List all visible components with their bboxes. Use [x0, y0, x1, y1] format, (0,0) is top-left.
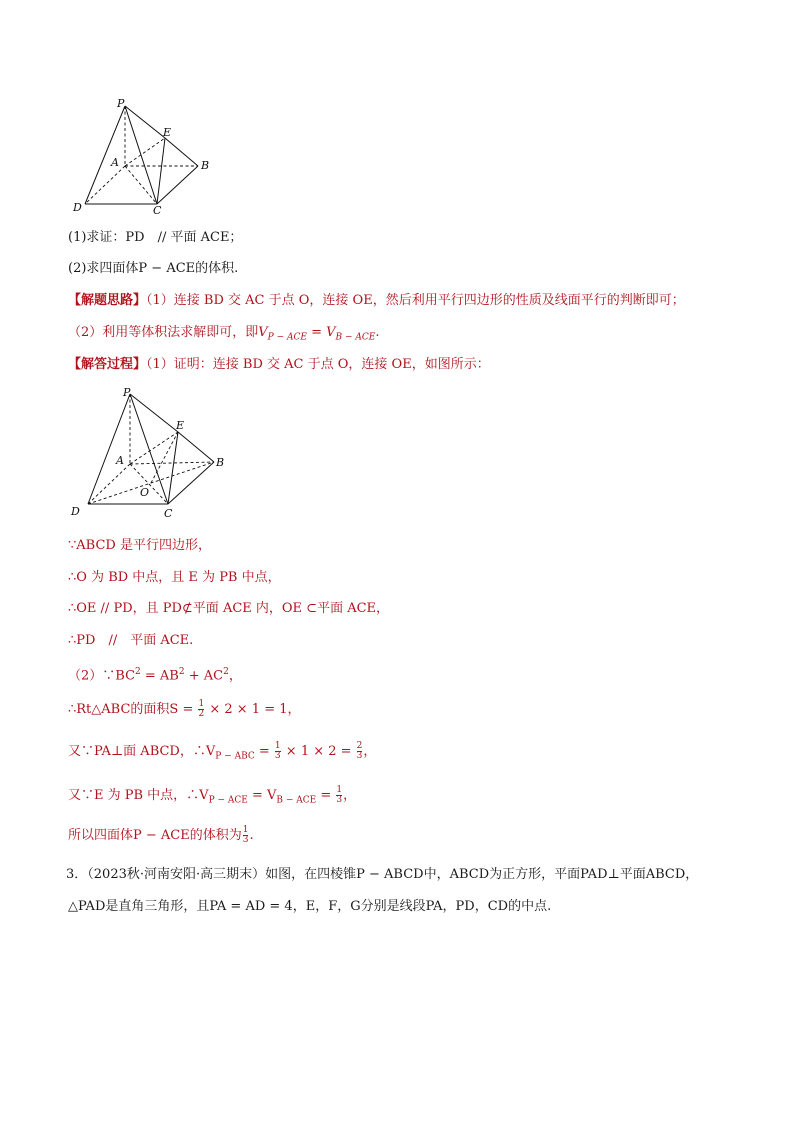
label-P: P	[123, 386, 131, 399]
label-E: E	[163, 126, 172, 139]
volume-subscript-2: B − ACE	[335, 332, 376, 343]
proof-line-5	[68, 663, 242, 685]
label-P: P	[117, 97, 125, 110]
pyramid-figure-2	[68, 384, 238, 524]
text: .	[249, 828, 254, 843]
volume-symbol: V	[258, 325, 268, 340]
volume-subscript-1: P − ACE	[267, 332, 307, 343]
solution-idea-line-2	[68, 324, 379, 347]
problem-3-line-1: 3．（2023秋·河南安阳·高三期末）如图，在四棱锥P − ABCD中，ABCD为正方形，平面PAD⊥平面ABCD，	[66, 867, 699, 882]
subscript: B − ACE	[276, 795, 317, 806]
solution-process-tag: 【解答过程】	[68, 357, 147, 372]
label-A: A	[111, 156, 119, 169]
label-O: O	[140, 486, 150, 499]
label-C: C	[153, 204, 162, 217]
denominator: 2	[198, 709, 205, 719]
text: 又∵E 为 PB 中点，∴V	[68, 788, 209, 803]
text: = AB	[140, 668, 179, 684]
pyramid-figure-1	[70, 96, 220, 221]
fraction-two-thirds	[357, 742, 363, 761]
text: + AC	[184, 668, 224, 684]
period: .	[375, 325, 380, 340]
denominator: 3	[356, 751, 363, 761]
denominator: 3	[274, 751, 281, 761]
text: =	[316, 788, 336, 803]
proof-line-1: ∵ABCD 是平行四边形，	[68, 538, 211, 553]
proof-line-7	[68, 742, 376, 766]
subscript: P − ACE	[208, 795, 248, 806]
question-2: (2)求四面体P − ACE的体积.	[68, 261, 239, 276]
exponent: 2	[135, 667, 141, 677]
subscript: P − ABC	[215, 751, 255, 762]
label-C: C	[164, 507, 173, 520]
solution-idea-line-1	[68, 292, 685, 310]
question-1: (1)求证：PD // 平面 ACE；	[68, 230, 243, 245]
proof-line-9	[68, 826, 254, 845]
text: 又∵PA⊥面 ABCD，∴V	[68, 744, 216, 759]
text: ，	[343, 788, 357, 803]
solution-process-line-1	[68, 356, 490, 374]
solution-idea-text-1: （1）连接 BD 交 AC 于点 O，连接 OE，然后利用平行四边形的性质及线面平行的判断即可；	[146, 293, 685, 308]
fraction-one-half	[198, 700, 204, 719]
proof-line-2: ∴O 为 BD 中点，且 E 为 PB 中点，	[68, 570, 281, 585]
proof-line-8	[68, 786, 356, 810]
solution-idea-tag: 【解题思路】	[68, 293, 147, 308]
text: × 1 × 2 =	[281, 744, 356, 759]
exponent: 2	[178, 667, 185, 677]
numerator: 1	[336, 785, 343, 795]
label-E: E	[176, 419, 185, 432]
fraction-one-third	[336, 786, 342, 805]
solution-process-text-1: （1）证明：连接 BD 交 AC 于点 O，连接 OE，如图所示：	[146, 357, 490, 372]
text: 所以四面体P − ACE的体积为	[68, 828, 242, 843]
proof-line-4: ∴PD // 平面 ACE.	[68, 633, 194, 648]
numerator: 1	[198, 699, 205, 709]
numerator: 1	[274, 741, 281, 751]
fraction-one-third	[275, 742, 281, 761]
proof-line-6	[68, 700, 301, 719]
text: × 2 × 1 = 1，	[205, 702, 301, 717]
solution-idea-text-2: （2）利用等体积法求解即可，即	[68, 325, 259, 340]
text: （2）∵BC	[68, 668, 136, 684]
proof-line-3: ∴OE // PD，且 PD⊄平面 ACE 内，OE ⊂平面 ACE，	[68, 601, 390, 616]
text: ，	[228, 668, 242, 684]
denominator: 3	[336, 795, 343, 805]
denominator: 3	[242, 835, 249, 845]
label-B: B	[216, 456, 225, 469]
text: =	[254, 744, 274, 759]
text: = V	[247, 788, 277, 803]
label-B: B	[201, 159, 210, 172]
text: ∴Rt△ABC的面积S =	[68, 702, 198, 717]
label-A: A	[116, 454, 124, 467]
fraction-one-third	[243, 826, 249, 845]
label-D: D	[73, 201, 82, 214]
text: ，	[363, 744, 377, 759]
problem-3-line-2: △PAD是直角三角形，且PA = AD = 4，E，F，G分别是线段PA，PD，CD的中点.	[68, 899, 552, 914]
numerator: 2	[356, 741, 363, 751]
label-D: D	[71, 505, 80, 518]
exponent: 2	[223, 667, 229, 677]
volume-equals: = V	[306, 325, 336, 340]
numerator: 1	[242, 825, 249, 835]
